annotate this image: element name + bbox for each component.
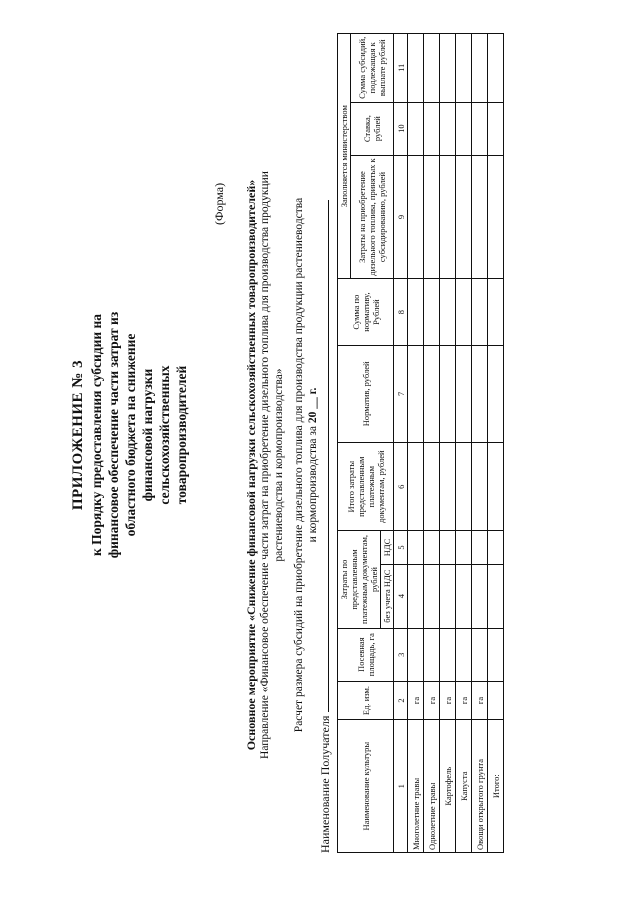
data-cell[interactable] [472,34,488,103]
column-number: 9 [394,155,408,279]
column-number: 8 [394,279,408,345]
culture-name: Овощи открытого грунта [472,720,488,853]
column-number: 10 [394,102,408,155]
data-cell[interactable] [424,155,440,279]
direction-text [258,115,286,815]
table-row [472,34,488,853]
total-row [488,34,504,853]
subsidy-calculation-table [337,33,504,853]
unit-cell: га [424,681,440,720]
column-number: 5 [394,531,408,564]
data-cell[interactable] [488,102,504,155]
data-cell[interactable] [456,628,472,681]
header-norm: Норматив, рублей [338,345,394,442]
column-number: 4 [394,564,408,628]
header-culture: Наименование культуры [338,720,394,853]
data-cell[interactable] [424,102,440,155]
data-cell[interactable] [488,681,504,720]
header-subsidy: Сумма субсидий, подлежащая к выплате рублей [351,34,394,103]
table-row [440,34,456,853]
table-row [456,34,472,853]
culture-name: Многолетние травы [408,720,424,853]
calculation-title [292,115,320,815]
data-cell[interactable] [408,345,424,442]
data-cell[interactable] [440,442,456,530]
data-cell[interactable] [424,442,440,530]
recipient-field [318,200,333,853]
culture-name: Однолетние травы [424,720,440,853]
data-cell[interactable] [456,34,472,103]
calculation-year: 20 __ г. [307,387,319,424]
data-cell[interactable] [424,564,440,628]
column-number: 2 [394,681,408,720]
data-cell[interactable] [456,531,472,564]
appendix-line: сельскохозяйственных [157,365,172,505]
recipient-label: Наименование Получателя [318,715,332,853]
column-number: 11 [394,34,408,103]
data-cell[interactable] [488,155,504,279]
column-number-row [394,34,408,853]
column-number: 7 [394,345,408,442]
header-ministry: Заполняется министерством [338,34,351,279]
header-area: Посевная площадь, га [338,628,394,681]
calculation-line-text: и кормопроизводства за [307,426,319,543]
data-cell[interactable] [488,564,504,628]
header-accepted: Затраты на приобретение дизельного топлива, принятых к субсидированию, рублей [351,155,394,279]
header-total-costs: Итого затраты представленным платежным документам, рублей [338,442,394,530]
direction-line: Направление «Финансовое обеспечение части затрат на приобретение дизельного топлива для производства продукции [259,171,271,759]
data-cell[interactable] [408,628,424,681]
data-cell[interactable] [472,345,488,442]
total-label: Итого: [488,720,504,853]
data-cell[interactable] [440,345,456,442]
data-cell[interactable] [488,345,504,442]
recipient-blank-line[interactable] [318,200,329,712]
data-cell[interactable] [424,345,440,442]
data-cell[interactable] [472,628,488,681]
unit-cell: га [472,681,488,720]
unit-cell: га [440,681,456,720]
data-cell[interactable] [424,34,440,103]
form-note: (Форма) [212,182,226,225]
data-cell[interactable] [456,155,472,279]
calculation-line: Расчет размера субсидий на приобретение дизельного топлива для производства продукции растениеводства [293,197,305,733]
data-cell[interactable] [440,279,456,345]
header-rate: Ставка, рублей [351,102,394,155]
data-cell[interactable] [456,564,472,628]
data-cell[interactable] [440,564,456,628]
data-cell[interactable] [408,564,424,628]
data-cell[interactable] [440,102,456,155]
data-cell[interactable] [488,34,504,103]
header-norm-sum: Сумма по нормативу, Рублей [338,279,394,345]
appendix-line: областного бюджета на снижение [123,333,138,537]
data-cell[interactable] [472,102,488,155]
header-costs-vat: НДС [381,531,394,564]
appendix-title: ПРИЛОЖЕНИЕ № 3 [70,359,86,511]
culture-name: Картофель [440,720,456,853]
data-cell[interactable] [408,34,424,103]
column-number: 3 [394,628,408,681]
data-cell[interactable] [456,345,472,442]
data-cell[interactable] [408,102,424,155]
data-cell[interactable] [488,628,504,681]
column-number: 6 [394,442,408,530]
data-cell[interactable] [472,279,488,345]
appendix-line: к Порядку предоставления субсидии на [89,313,104,557]
data-cell[interactable] [488,442,504,530]
appendix-line: товаропроизводителей [174,365,189,505]
header-costs-no-vat: без учета НДС [381,564,394,628]
data-cell[interactable] [488,531,504,564]
data-cell[interactable] [488,279,504,345]
data-cell[interactable] [408,442,424,530]
header-unit: Ед. изм. [338,681,394,720]
culture-name: Капуста [456,720,472,853]
unit-cell: га [456,681,472,720]
data-cell[interactable] [456,442,472,530]
table-row [408,34,424,853]
data-cell[interactable] [440,531,456,564]
data-cell[interactable] [424,628,440,681]
column-number: 1 [394,720,408,853]
appendix-line: финансовой нагрузки [140,368,155,502]
appendix-header [70,185,189,685]
data-cell[interactable] [424,531,440,564]
activity-title: Основное мероприятие «Снижение финансовой нагрузки сельскохозяйственных товаропроизводителей» [244,179,258,751]
data-cell[interactable] [472,531,488,564]
data-cell[interactable] [440,34,456,103]
data-cell[interactable] [456,279,472,345]
appendix-line: финансовое обеспечение части затрат из [106,311,121,559]
data-cell[interactable] [408,279,424,345]
data-cell[interactable] [440,628,456,681]
data-cell[interactable] [472,564,488,628]
table-row [424,34,440,853]
unit-cell: га [408,681,424,720]
data-cell[interactable] [440,155,456,279]
data-cell[interactable] [408,155,424,279]
data-cell[interactable] [424,279,440,345]
data-cell[interactable] [472,155,488,279]
data-cell[interactable] [408,531,424,564]
data-cell[interactable] [472,442,488,530]
header-costs: Затраты по представленным платежным документам, рублей [338,531,381,628]
data-cell[interactable] [456,102,472,155]
header-row [338,34,351,853]
direction-line: растениеводства и кормопроизводства» [273,368,285,562]
